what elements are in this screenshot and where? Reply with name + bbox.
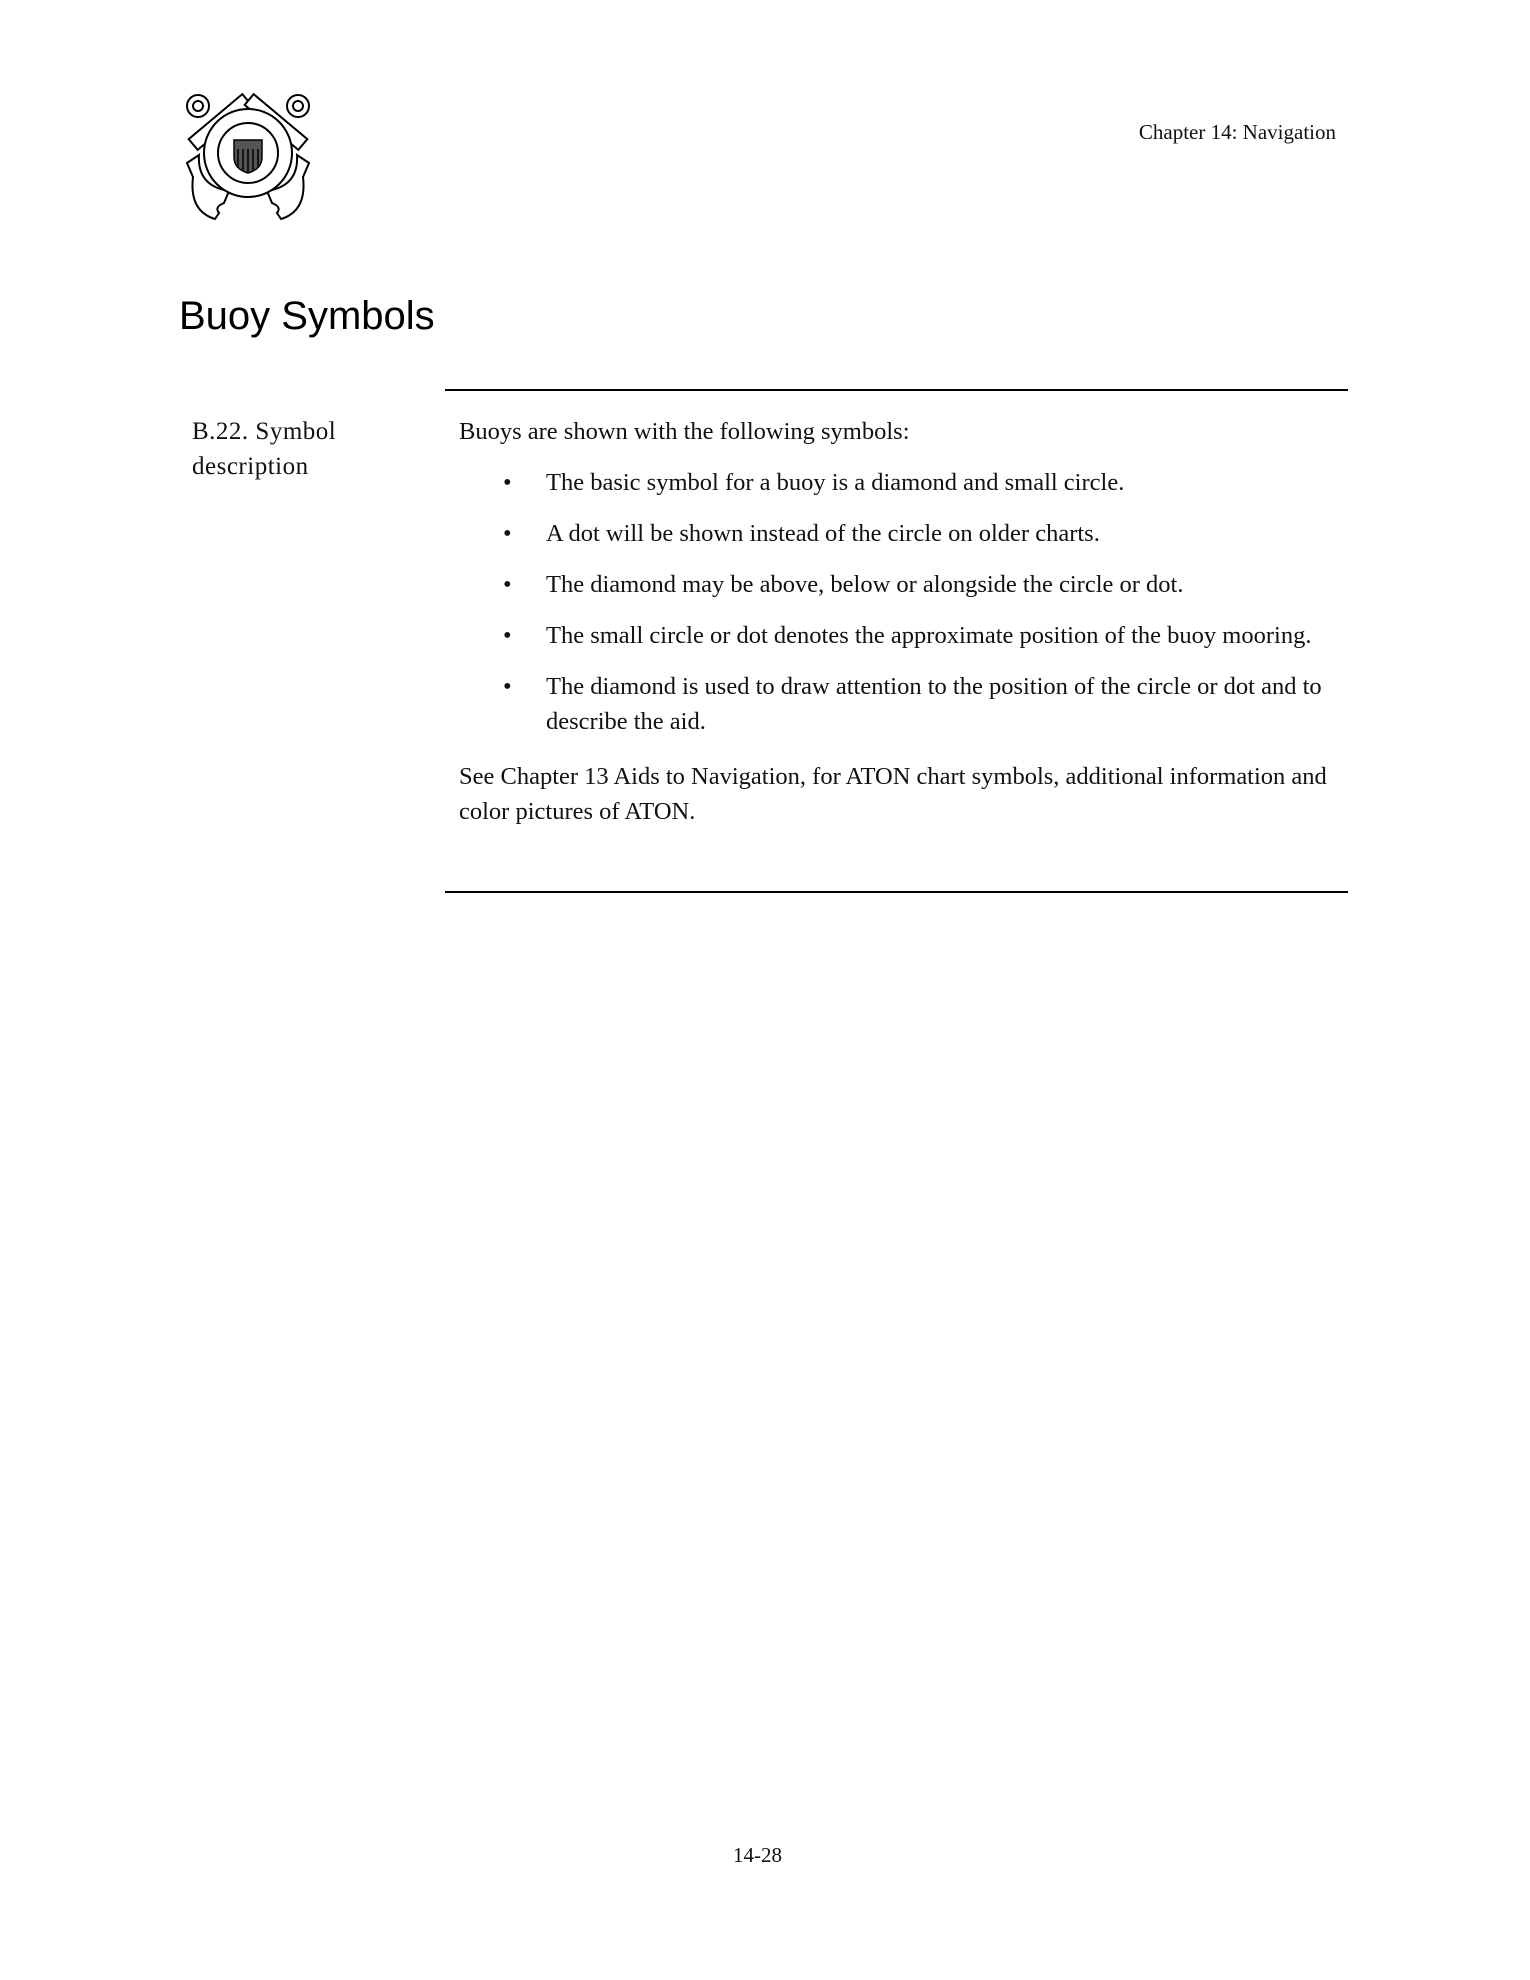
list-item xyxy=(459,567,1336,602)
bullet-icon: • xyxy=(503,673,512,700)
see-also-text: See Chapter 13 Aids to Navigation, for ATON chart symbols, additional information and color pictures of ATON. xyxy=(459,763,1327,825)
list-item-text: The basic symbol for a buoy is a diamond and small circle. xyxy=(546,469,1125,496)
page-number: 14-28 xyxy=(733,1843,782,1867)
top-divider xyxy=(445,389,1348,391)
list-item xyxy=(459,516,1336,551)
bullet-icon: • xyxy=(503,571,512,598)
bullet-list xyxy=(459,465,1359,739)
intro-text: Buoys are shown with the following symbols: xyxy=(459,418,910,445)
list-item xyxy=(459,465,1336,500)
list-item-text: The diamond is used to draw attention to the position of the circle or dot and to describe the aid. xyxy=(546,673,1322,735)
page-title: Buoy Symbols xyxy=(179,294,435,338)
chapter-header: Chapter 14: Navigation xyxy=(1138,120,1336,144)
list-item-text: The small circle or dot denotes the approximate position of the buoy mooring. xyxy=(546,622,1312,649)
bullet-icon: • xyxy=(503,520,512,547)
list-item-text: The diamond may be above, below or alongside the circle or dot. xyxy=(546,571,1184,598)
section-body xyxy=(459,414,1359,854)
list-item xyxy=(459,618,1336,653)
section-label: B.22. Symbol description xyxy=(192,418,337,480)
bottom-divider xyxy=(445,891,1348,893)
bullet-icon: • xyxy=(503,469,512,496)
bullet-icon: • xyxy=(503,622,512,649)
coast-guard-seal-logo xyxy=(179,91,317,221)
list-item xyxy=(459,669,1336,739)
list-item-text: A dot will be shown instead of the circle on older charts. xyxy=(546,520,1100,547)
